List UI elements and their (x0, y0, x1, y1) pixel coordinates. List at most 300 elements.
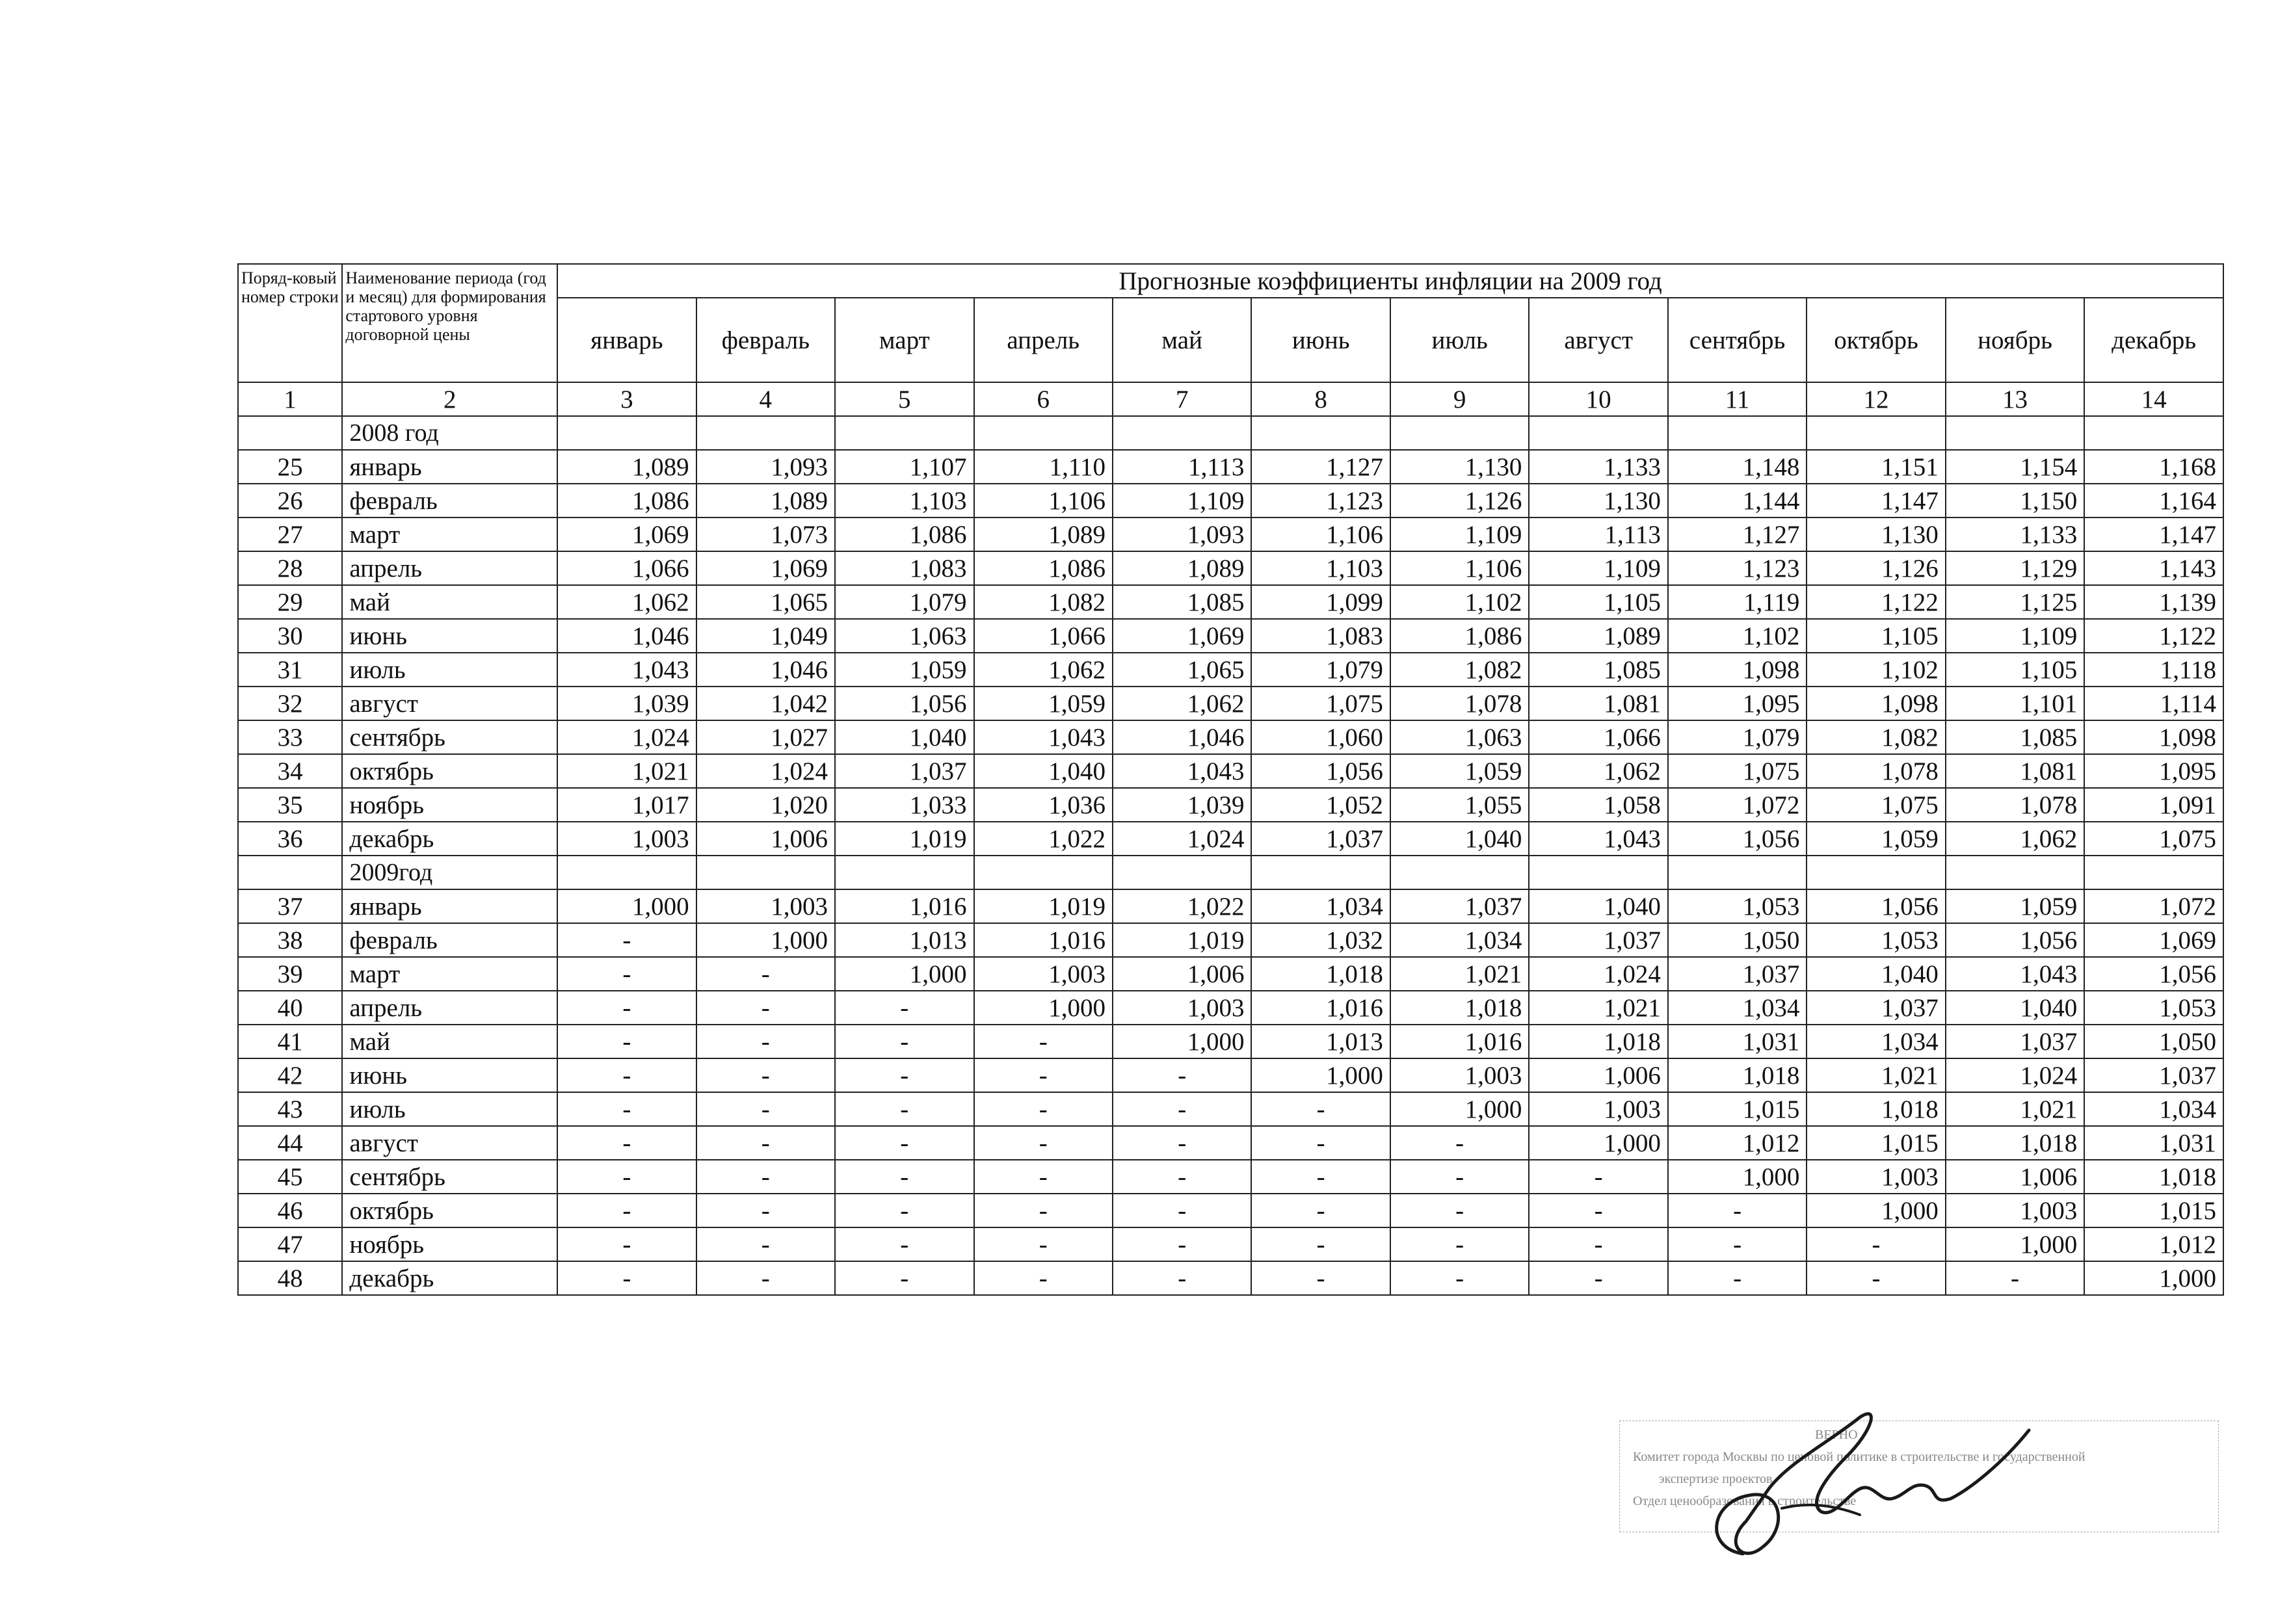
coefficient-cell: 1,148 (1668, 450, 1807, 484)
empty-value-cell: - (974, 1025, 1113, 1058)
coefficient-cell: 1,089 (974, 517, 1113, 551)
empty-value-cell: - (1251, 1160, 1390, 1194)
row-number: 33 (238, 720, 342, 754)
coefficient-cell: 1,016 (835, 889, 973, 923)
coefficient-cell: 1,049 (696, 619, 835, 653)
period-name: июнь (342, 619, 557, 653)
empty-value-cell: - (1529, 1227, 1667, 1261)
table-row (238, 1261, 2223, 1295)
coefficient-cell: 1,033 (835, 788, 973, 822)
empty-cell (238, 856, 342, 889)
coefficient-cell: 1,022 (974, 822, 1113, 856)
table-row (238, 1160, 2223, 1194)
empty-value-cell: - (696, 1126, 835, 1160)
period-name: сентябрь (342, 720, 557, 754)
empty-value-cell: - (835, 1025, 973, 1058)
empty-value-cell: - (1390, 1160, 1529, 1194)
empty-value-cell: - (1251, 1126, 1390, 1160)
table-row (238, 517, 2223, 551)
coefficient-cell: 1,106 (1251, 517, 1390, 551)
coefficient-cell: 1,086 (835, 517, 973, 551)
row-number: 27 (238, 517, 342, 551)
coefficient-cell: 1,059 (1390, 754, 1529, 788)
coefficient-cell: 1,022 (1113, 889, 1251, 923)
coefficient-cell: 1,106 (1390, 551, 1529, 585)
coefficient-cell: 1,024 (557, 720, 696, 754)
coefficient-cell: 1,059 (974, 687, 1113, 720)
empty-cell (835, 856, 973, 889)
coefficient-cell: 1,003 (1113, 991, 1251, 1025)
empty-cell (2084, 416, 2223, 450)
empty-value-cell: - (835, 1092, 973, 1126)
empty-value-cell: - (696, 1058, 835, 1092)
col1-header: Поряд-ковый номер строки (238, 264, 342, 382)
row-number: 31 (238, 653, 342, 687)
empty-value-cell: - (835, 991, 973, 1025)
coefficient-cell: 1,089 (1113, 551, 1251, 585)
coefficient-cell: 1,123 (1251, 484, 1390, 517)
coefficient-cell: 1,053 (1668, 889, 1807, 923)
coefficient-cell: 1,164 (2084, 484, 2223, 517)
coefficient-cell: 1,075 (2084, 822, 2223, 856)
column-number: 11 (1668, 382, 1807, 416)
coefficient-cell: 1,018 (1807, 1092, 1945, 1126)
empty-value-cell: - (557, 1058, 696, 1092)
month-header: август (1529, 298, 1667, 382)
coefficient-cell: 1,069 (696, 551, 835, 585)
column-number: 5 (835, 382, 973, 416)
coefficient-cell: 1,034 (2084, 1092, 2223, 1126)
period-name: октябрь (342, 1194, 557, 1227)
empty-value-cell: - (696, 1261, 835, 1295)
column-number-row (238, 382, 2223, 416)
coefficient-cell: 1,078 (1807, 754, 1945, 788)
inflation-coefficients-table (237, 263, 2224, 1296)
coefficient-cell: 1,050 (2084, 1025, 2223, 1058)
row-number: 39 (238, 957, 342, 991)
coefficient-cell: 1,018 (1251, 957, 1390, 991)
empty-value-cell: - (1251, 1261, 1390, 1295)
coefficient-cell: 1,003 (1946, 1194, 2084, 1227)
period-name: январь (342, 450, 557, 484)
coefficient-cell: 1,006 (696, 822, 835, 856)
coefficient-cell: 1,150 (1946, 484, 2084, 517)
empty-value-cell: - (835, 1160, 973, 1194)
empty-value-cell: - (835, 1058, 973, 1092)
coefficient-cell: 1,024 (1946, 1058, 2084, 1092)
coefficient-cell: 1,063 (835, 619, 973, 653)
empty-cell (1251, 416, 1390, 450)
coefficient-cell: 1,016 (1390, 1025, 1529, 1058)
period-name: апрель (342, 551, 557, 585)
row-number: 25 (238, 450, 342, 484)
coefficient-cell: 1,018 (1946, 1126, 2084, 1160)
coefficient-cell: 1,089 (1529, 619, 1667, 653)
empty-value-cell: - (1529, 1160, 1667, 1194)
row-number: 47 (238, 1227, 342, 1261)
coefficient-cell: 1,098 (2084, 720, 2223, 754)
coefficient-cell: 1,000 (1251, 1058, 1390, 1092)
empty-value-cell: - (1668, 1227, 1807, 1261)
coefficient-cell: 1,078 (1946, 788, 2084, 822)
empty-cell (1946, 856, 2084, 889)
coefficient-cell: 1,003 (1390, 1058, 1529, 1092)
month-header: октябрь (1807, 298, 1945, 382)
empty-value-cell: - (1113, 1261, 1251, 1295)
row-number: 32 (238, 687, 342, 720)
table-row (238, 484, 2223, 517)
month-header: сентябрь (1668, 298, 1807, 382)
empty-cell (696, 416, 835, 450)
coefficient-cell: 1,059 (835, 653, 973, 687)
empty-value-cell: - (974, 1160, 1113, 1194)
period-name: июль (342, 1092, 557, 1126)
period-name: октябрь (342, 754, 557, 788)
period-name: декабрь (342, 1261, 557, 1295)
table-row (238, 450, 2223, 484)
row-number: 26 (238, 484, 342, 517)
table-row (238, 991, 2223, 1025)
coefficient-cell: 1,037 (1946, 1025, 2084, 1058)
coefficient-cell: 1,024 (696, 754, 835, 788)
coefficient-cell: 1,020 (696, 788, 835, 822)
empty-cell (974, 856, 1113, 889)
row-number: 41 (238, 1025, 342, 1058)
coefficient-cell: 1,000 (835, 957, 973, 991)
table-row (238, 822, 2223, 856)
coefficient-cell: 1,003 (1807, 1160, 1945, 1194)
coefficient-cell: 1,046 (557, 619, 696, 653)
empty-value-cell: - (1807, 1261, 1945, 1295)
coefficient-cell: 1,039 (1113, 788, 1251, 822)
empty-value-cell: - (696, 991, 835, 1025)
coefficient-cell: 1,075 (1251, 687, 1390, 720)
empty-value-cell: - (696, 1025, 835, 1058)
coefficient-cell: 1,031 (2084, 1126, 2223, 1160)
column-number: 6 (974, 382, 1113, 416)
empty-value-cell: - (974, 1092, 1113, 1126)
coefficient-cell: 1,103 (1251, 551, 1390, 585)
coefficient-cell: 1,037 (2084, 1058, 2223, 1092)
coefficient-cell: 1,147 (1807, 484, 1945, 517)
coefficient-cell: 1,003 (1529, 1092, 1667, 1126)
row-number: 40 (238, 991, 342, 1025)
coefficient-cell: 1,024 (1529, 957, 1667, 991)
coefficient-cell: 1,040 (1807, 957, 1945, 991)
table-row (238, 619, 2223, 653)
month-header: февраль (696, 298, 835, 382)
coefficient-cell: 1,072 (2084, 889, 2223, 923)
coefficient-cell: 1,144 (1668, 484, 1807, 517)
month-header: май (1113, 298, 1251, 382)
coefficient-cell: 1,018 (1529, 1025, 1667, 1058)
coefficient-cell: 1,098 (1668, 653, 1807, 687)
coefficient-cell: 1,034 (1390, 923, 1529, 957)
coefficient-cell: 1,024 (1113, 822, 1251, 856)
coefficient-cell: 1,000 (557, 889, 696, 923)
table-row (238, 1126, 2223, 1160)
coefficient-cell: 1,040 (835, 720, 973, 754)
coefficient-cell: 1,056 (835, 687, 973, 720)
period-name: март (342, 517, 557, 551)
column-number: 13 (1946, 382, 2084, 416)
coefficient-cell: 1,103 (835, 484, 973, 517)
coefficient-cell: 1,056 (1946, 923, 2084, 957)
coefficient-cell: 1,003 (696, 889, 835, 923)
coefficient-cell: 1,109 (1946, 619, 2084, 653)
month-header: июль (1390, 298, 1529, 382)
year-section-row (238, 856, 2223, 889)
table-row (238, 1058, 2223, 1092)
coefficient-cell: 1,063 (1390, 720, 1529, 754)
coefficient-cell: 1,133 (1946, 517, 2084, 551)
empty-value-cell: - (557, 957, 696, 991)
coefficient-cell: 1,119 (1668, 585, 1807, 619)
coefficient-cell: 1,105 (1529, 585, 1667, 619)
period-name: август (342, 687, 557, 720)
coefficient-cell: 1,062 (1529, 754, 1667, 788)
month-header: январь (557, 298, 696, 382)
empty-cell (1113, 416, 1251, 450)
coefficient-cell: 1,037 (1668, 957, 1807, 991)
coefficient-cell: 1,123 (1668, 551, 1807, 585)
table-row (238, 754, 2223, 788)
empty-value-cell: - (1390, 1227, 1529, 1261)
coefficient-cell: 1,058 (1529, 788, 1667, 822)
empty-value-cell: - (835, 1194, 973, 1227)
coefficient-cell: 1,000 (1946, 1227, 2084, 1261)
coefficient-cell: 1,143 (2084, 551, 2223, 585)
coefficient-cell: 1,086 (974, 551, 1113, 585)
coefficient-cell: 1,040 (1390, 822, 1529, 856)
empty-cell (1807, 416, 1945, 450)
coefficient-cell: 1,043 (974, 720, 1113, 754)
coefficient-cell: 1,107 (835, 450, 973, 484)
column-number: 7 (1113, 382, 1251, 416)
row-number: 30 (238, 619, 342, 653)
column-number: 10 (1529, 382, 1667, 416)
coefficient-cell: 1,040 (974, 754, 1113, 788)
row-number: 35 (238, 788, 342, 822)
coefficient-cell: 1,069 (2084, 923, 2223, 957)
coefficient-cell: 1,069 (1113, 619, 1251, 653)
coefficient-cell: 1,000 (974, 991, 1113, 1025)
stamp-line: ВЕРНО (1815, 1428, 1858, 1442)
coefficient-cell: 1,032 (1251, 923, 1390, 957)
coefficient-cell: 1,053 (1807, 923, 1945, 957)
coefficient-cell: 1,139 (2084, 585, 2223, 619)
stamp-line: Отдел ценообразования в строительстве (1633, 1494, 1857, 1508)
table-row (238, 957, 2223, 991)
empty-cell (696, 856, 835, 889)
table-row (238, 923, 2223, 957)
empty-value-cell: - (557, 1126, 696, 1160)
row-number: 28 (238, 551, 342, 585)
coefficient-cell: 1,125 (1946, 585, 2084, 619)
coefficient-cell: 1,118 (2084, 653, 2223, 687)
empty-value-cell: - (1668, 1261, 1807, 1295)
coefficient-cell: 1,042 (696, 687, 835, 720)
row-number: 45 (238, 1160, 342, 1194)
coefficient-cell: 1,129 (1946, 551, 2084, 585)
table-row (238, 551, 2223, 585)
coefficient-cell: 1,062 (557, 585, 696, 619)
header-row-1 (238, 264, 2223, 298)
coefficient-cell: 1,046 (696, 653, 835, 687)
table-row (238, 1025, 2223, 1058)
coefficient-cell: 1,122 (2084, 619, 2223, 653)
empty-value-cell: - (557, 1092, 696, 1126)
coefficient-cell: 1,055 (1390, 788, 1529, 822)
col2-header: Наименование периода (год и месяц) для формирования стартового уровня договорной цены (342, 264, 557, 382)
empty-value-cell: - (557, 1160, 696, 1194)
coefficient-cell: 1,036 (974, 788, 1113, 822)
coefficient-cell: 1,027 (696, 720, 835, 754)
coefficient-cell: 1,075 (1668, 754, 1807, 788)
empty-value-cell: - (696, 1227, 835, 1261)
coefficient-cell: 1,069 (557, 517, 696, 551)
empty-value-cell: - (1529, 1261, 1667, 1295)
coefficient-cell: 1,105 (1807, 619, 1945, 653)
empty-value-cell: - (1668, 1194, 1807, 1227)
coefficient-cell: 1,013 (1251, 1025, 1390, 1058)
table-row (238, 1092, 2223, 1126)
coefficient-cell: 1,093 (1113, 517, 1251, 551)
table-row (238, 1194, 2223, 1227)
coefficient-cell: 1,133 (1529, 450, 1667, 484)
empty-cell (1529, 856, 1667, 889)
month-header: март (835, 298, 973, 382)
handwritten-signature (1665, 1391, 2120, 1573)
coefficient-cell: 1,000 (1668, 1160, 1807, 1194)
coefficient-cell: 1,021 (1946, 1092, 2084, 1126)
period-name: март (342, 957, 557, 991)
coefficient-cell: 1,079 (835, 585, 973, 619)
column-number: 14 (2084, 382, 2223, 416)
empty-cell (974, 416, 1113, 450)
coefficient-cell: 1,086 (1390, 619, 1529, 653)
coefficient-cell: 1,154 (1946, 450, 2084, 484)
empty-value-cell: - (1390, 1194, 1529, 1227)
coefficient-cell: 1,037 (1251, 822, 1390, 856)
empty-cell (557, 856, 696, 889)
row-number: 36 (238, 822, 342, 856)
coefficient-cell: 1,065 (696, 585, 835, 619)
coefficient-cell: 1,037 (835, 754, 973, 788)
coefficient-cell: 1,046 (1113, 720, 1251, 754)
coefficient-cell: 1,016 (1251, 991, 1390, 1025)
coefficient-cell: 1,127 (1668, 517, 1807, 551)
coefficient-cell: 1,126 (1807, 551, 1945, 585)
coefficient-cell: 1,130 (1390, 450, 1529, 484)
coefficient-cell: 1,099 (1251, 585, 1390, 619)
empty-value-cell: - (696, 1092, 835, 1126)
coefficient-cell: 1,066 (974, 619, 1113, 653)
empty-cell (1946, 416, 2084, 450)
coefficient-cell: 1,109 (1113, 484, 1251, 517)
coefficient-cell: 1,083 (835, 551, 973, 585)
coefficient-cell: 1,062 (974, 653, 1113, 687)
coefficient-cell: 1,109 (1529, 551, 1667, 585)
empty-value-cell: - (974, 1227, 1113, 1261)
coefficient-cell: 1,168 (2084, 450, 2223, 484)
empty-value-cell: - (1113, 1058, 1251, 1092)
row-number: 44 (238, 1126, 342, 1160)
coefficient-cell: 1,015 (1807, 1126, 1945, 1160)
coefficient-cell: 1,082 (1390, 653, 1529, 687)
empty-value-cell: - (1251, 1092, 1390, 1126)
coefficient-cell: 1,073 (696, 517, 835, 551)
coefficient-cell: 1,056 (2084, 957, 2223, 991)
empty-value-cell: - (1529, 1194, 1667, 1227)
coefficient-cell: 1,130 (1807, 517, 1945, 551)
coefficient-cell: 1,095 (1668, 687, 1807, 720)
empty-value-cell: - (835, 1126, 973, 1160)
empty-value-cell: - (1113, 1194, 1251, 1227)
coefficient-cell: 1,085 (1529, 653, 1667, 687)
row-number: 43 (238, 1092, 342, 1126)
coefficient-cell: 1,015 (2084, 1194, 2223, 1227)
coefficient-cell: 1,003 (974, 957, 1113, 991)
stamp-line: Комитет города Москвы по ценовой политике в строительстве и государственной (1633, 1450, 2086, 1464)
empty-value-cell: - (974, 1126, 1113, 1160)
row-number: 38 (238, 923, 342, 957)
coefficient-cell: 1,037 (1390, 889, 1529, 923)
row-number: 34 (238, 754, 342, 788)
empty-value-cell: - (1113, 1227, 1251, 1261)
period-name: ноябрь (342, 788, 557, 822)
table-row (238, 788, 2223, 822)
coefficient-cell: 1,003 (557, 822, 696, 856)
empty-value-cell: - (557, 1261, 696, 1295)
coefficient-cell: 1,037 (1807, 991, 1945, 1025)
coefficient-cell: 1,000 (1390, 1092, 1529, 1126)
period-name: июль (342, 653, 557, 687)
empty-cell (1668, 856, 1807, 889)
empty-value-cell: - (557, 991, 696, 1025)
coefficient-cell: 1,102 (1668, 619, 1807, 653)
empty-value-cell: - (696, 1160, 835, 1194)
coefficient-cell: 1,083 (1251, 619, 1390, 653)
empty-value-cell: - (557, 1227, 696, 1261)
table-row (238, 653, 2223, 687)
empty-cell (1807, 856, 1945, 889)
empty-cell (2084, 856, 2223, 889)
table-row (238, 687, 2223, 720)
signature-stroke (1717, 1414, 2029, 1554)
month-header: декабрь (2084, 298, 2223, 382)
coefficient-cell: 1,106 (974, 484, 1113, 517)
empty-cell (557, 416, 696, 450)
column-number: 9 (1390, 382, 1529, 416)
row-number: 48 (238, 1261, 342, 1295)
empty-cell (1251, 856, 1390, 889)
coefficient-cell: 1,019 (835, 822, 973, 856)
coefficient-cell: 1,085 (1946, 720, 2084, 754)
coefficient-cell: 1,021 (1390, 957, 1529, 991)
empty-value-cell: - (1113, 1160, 1251, 1194)
coefficient-cell: 1,012 (1668, 1126, 1807, 1160)
column-number: 4 (696, 382, 835, 416)
coefficient-cell: 1,086 (557, 484, 696, 517)
column-number: 3 (557, 382, 696, 416)
column-number: 8 (1251, 382, 1390, 416)
empty-value-cell: - (974, 1058, 1113, 1092)
coefficient-cell: 1,113 (1113, 450, 1251, 484)
coefficient-cell: 1,130 (1529, 484, 1667, 517)
row-number: 37 (238, 889, 342, 923)
coefficient-cell: 1,102 (1390, 585, 1529, 619)
